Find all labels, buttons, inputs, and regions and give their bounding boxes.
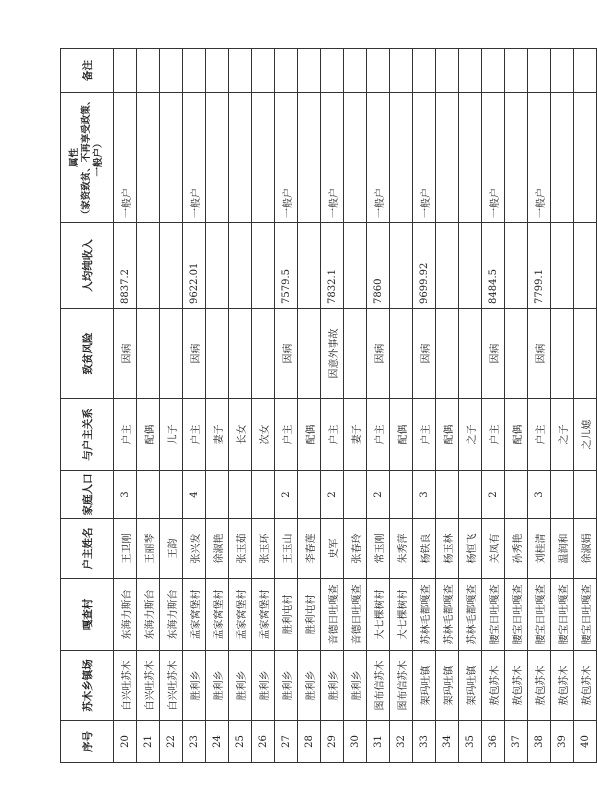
cell-householder: 王丽琴 [137, 519, 160, 579]
cell-householder: 刘桂清 [528, 519, 551, 579]
table-row [160, 49, 183, 763]
cell-attribute: 一般户 [275, 93, 298, 223]
cell-family-size [459, 471, 482, 519]
table-row [505, 49, 528, 763]
table-row [298, 49, 321, 763]
col-header-town: 苏木乡镇场 [61, 651, 114, 721]
cell-income [505, 223, 528, 309]
col-header-village: 嘎查村 [61, 579, 114, 651]
cell-income [390, 223, 413, 309]
cell-town: 图布信苏木 [390, 651, 413, 721]
cell-income [206, 223, 229, 309]
cell-income [436, 223, 459, 309]
cell-relation: 妻子 [344, 399, 367, 471]
cell-family-size: 3 [413, 471, 436, 519]
cell-relation: 配偶 [436, 399, 459, 471]
cell-index: 36 [482, 721, 505, 763]
cell-income: 9699.92 [413, 223, 436, 309]
cell-risk [551, 309, 574, 399]
cell-town: 敖包苏木 [528, 651, 551, 721]
cell-relation: 户主 [528, 399, 551, 471]
cell-risk [574, 309, 597, 399]
cell-income: 8837.2 [114, 223, 137, 309]
cell-village: 孟家窝堡村 [229, 579, 252, 651]
cell-village: 腰宝日吐嘎查 [528, 579, 551, 651]
cell-village: 腰宝日吐嘎查 [551, 579, 574, 651]
cell-remark [229, 49, 252, 93]
cell-family-size [160, 471, 183, 519]
cell-village: 孟家窝堡村 [206, 579, 229, 651]
cell-family-size: 3 [114, 471, 137, 519]
cell-village: 大七棵树村 [367, 579, 390, 651]
cell-householder: 李春莲 [298, 519, 321, 579]
cell-index: 32 [390, 721, 413, 763]
table-row [390, 49, 413, 763]
cell-index: 21 [137, 721, 160, 763]
col-header-risk: 致贫风险 [61, 309, 114, 399]
cell-householder: 杨铁良 [413, 519, 436, 579]
cell-risk [436, 309, 459, 399]
table-row [252, 49, 275, 763]
cell-householder: 张春玲 [344, 519, 367, 579]
cell-income [298, 223, 321, 309]
cell-remark [344, 49, 367, 93]
cell-family-size: 2 [275, 471, 298, 519]
cell-town: 胜利乡 [275, 651, 298, 721]
cell-family-size [436, 471, 459, 519]
cell-town: 白兴吐苏木 [160, 651, 183, 721]
cell-remark [206, 49, 229, 93]
cell-index: 31 [367, 721, 390, 763]
cell-remark [114, 49, 137, 93]
table-body [114, 49, 597, 763]
cell-village: 东海力斯台 [160, 579, 183, 651]
cell-attribute [390, 93, 413, 223]
cell-town: 图布信苏木 [367, 651, 390, 721]
cell-town: 架玛吐镇 [413, 651, 436, 721]
cell-income: 7579.5 [275, 223, 298, 309]
cell-householder: 张兴发 [183, 519, 206, 579]
cell-index: 37 [505, 721, 528, 763]
cell-relation: 之子 [459, 399, 482, 471]
cell-income [252, 223, 275, 309]
cell-remark [528, 49, 551, 93]
cell-risk: 因病 [528, 309, 551, 399]
cell-family-size [298, 471, 321, 519]
cell-attribute [344, 93, 367, 223]
cell-householder: 常玉刚 [367, 519, 390, 579]
cell-index: 40 [574, 721, 597, 763]
cell-town: 胜利乡 [229, 651, 252, 721]
cell-village: 孟家窝堡村 [252, 579, 275, 651]
cell-income [229, 223, 252, 309]
cell-index: 26 [252, 721, 275, 763]
cell-index: 22 [160, 721, 183, 763]
cell-town: 胜利乡 [252, 651, 275, 721]
cell-village: 孟家窝堡村 [183, 579, 206, 651]
cell-family-size [137, 471, 160, 519]
cell-town: 胜利乡 [183, 651, 206, 721]
cell-village: 胜利屯村 [298, 579, 321, 651]
table-row [344, 49, 367, 763]
cell-relation: 之子 [551, 399, 574, 471]
cell-town: 敖包苏木 [482, 651, 505, 721]
cell-remark [183, 49, 206, 93]
cell-attribute [551, 93, 574, 223]
cell-attribute: 一般户 [413, 93, 436, 223]
cell-income [160, 223, 183, 309]
table-row [413, 49, 436, 763]
cell-village: 大七棵树村 [390, 579, 413, 651]
table-row [436, 49, 459, 763]
cell-attribute: 一般户 [114, 93, 137, 223]
cell-income: 7860 [367, 223, 390, 309]
cell-town: 胜利乡 [321, 651, 344, 721]
cell-family-size [574, 471, 597, 519]
cell-householder: 王卫刚 [114, 519, 137, 579]
table-row [137, 49, 160, 763]
cell-attribute: 一般户 [367, 93, 390, 223]
cell-relation: 儿子 [160, 399, 183, 471]
table-row [551, 49, 574, 763]
cell-risk [137, 309, 160, 399]
cell-index: 34 [436, 721, 459, 763]
cell-family-size [505, 471, 528, 519]
cell-attribute: 一般户 [321, 93, 344, 223]
cell-attribute: 一般户 [482, 93, 505, 223]
cell-relation: 户主 [321, 399, 344, 471]
cell-remark [252, 49, 275, 93]
cell-index: 29 [321, 721, 344, 763]
cell-risk [229, 309, 252, 399]
cell-householder: 徐淑艳 [206, 519, 229, 579]
table-row [206, 49, 229, 763]
cell-index: 39 [551, 721, 574, 763]
cell-risk: 因病 [367, 309, 390, 399]
cell-relation: 次女 [252, 399, 275, 471]
cell-village: 苏林毛都嘎查 [436, 579, 459, 651]
cell-income [459, 223, 482, 309]
cell-relation: 长女 [229, 399, 252, 471]
cell-index: 20 [114, 721, 137, 763]
cell-attribute: 一般户 [183, 93, 206, 223]
cell-relation: 户主 [275, 399, 298, 471]
cell-village: 胜利屯村 [275, 579, 298, 651]
table-row [183, 49, 206, 763]
cell-town: 敖包苏木 [551, 651, 574, 721]
cell-town: 胜利乡 [298, 651, 321, 721]
cell-family-size [229, 471, 252, 519]
table-row [367, 49, 390, 763]
table-row [482, 49, 505, 763]
cell-index: 27 [275, 721, 298, 763]
cell-index: 38 [528, 721, 551, 763]
cell-village: 音德日吐嘎查 [321, 579, 344, 651]
cell-attribute [298, 93, 321, 223]
cell-attribute [436, 93, 459, 223]
cell-remark [390, 49, 413, 93]
cell-risk [298, 309, 321, 399]
cell-attribute: 一般户 [528, 93, 551, 223]
cell-family-size [344, 471, 367, 519]
cell-income: 9622.01 [183, 223, 206, 309]
cell-index: 30 [344, 721, 367, 763]
cell-index: 25 [229, 721, 252, 763]
table-row [321, 49, 344, 763]
cell-remark [413, 49, 436, 93]
poverty-household-table [60, 48, 597, 763]
cell-remark [436, 49, 459, 93]
table-row [275, 49, 298, 763]
cell-remark [367, 49, 390, 93]
cell-relation: 户主 [114, 399, 137, 471]
cell-town: 胜利乡 [206, 651, 229, 721]
cell-relation: 户主 [482, 399, 505, 471]
cell-index: 35 [459, 721, 482, 763]
header-row [61, 49, 114, 763]
cell-income [344, 223, 367, 309]
cell-index: 23 [183, 721, 206, 763]
cell-householder: 王韵 [160, 519, 183, 579]
cell-town: 架玛吐镇 [459, 651, 482, 721]
cell-village: 音德日吐嘎查 [344, 579, 367, 651]
cell-householder: 张玉环 [252, 519, 275, 579]
cell-town: 白兴吐苏木 [114, 651, 137, 721]
cell-householder: 温润和 [551, 519, 574, 579]
cell-village: 东海力斯台 [114, 579, 137, 651]
cell-householder: 杨恒飞 [459, 519, 482, 579]
cell-attribute [206, 93, 229, 223]
cell-risk [206, 309, 229, 399]
col-header-householder: 户主姓名 [61, 519, 114, 579]
table-row [229, 49, 252, 763]
cell-remark [574, 49, 597, 93]
cell-family-size: 4 [183, 471, 206, 519]
table-row [114, 49, 137, 763]
cell-family-size: 2 [367, 471, 390, 519]
cell-remark [482, 49, 505, 93]
cell-income: 7799.1 [528, 223, 551, 309]
cell-attribute [160, 93, 183, 223]
cell-family-size [551, 471, 574, 519]
cell-risk: 因病 [114, 309, 137, 399]
cell-attribute [505, 93, 528, 223]
cell-remark [459, 49, 482, 93]
col-header-index: 序号 [61, 721, 114, 763]
cell-householder: 徐淑娟 [574, 519, 597, 579]
cell-index: 33 [413, 721, 436, 763]
cell-remark [160, 49, 183, 93]
col-header-family-size: 家庭人口 [61, 471, 114, 519]
cell-attribute [252, 93, 275, 223]
cell-index: 24 [206, 721, 229, 763]
cell-householder: 杨玉林 [436, 519, 459, 579]
cell-income [574, 223, 597, 309]
cell-remark [321, 49, 344, 93]
cell-attribute [459, 93, 482, 223]
col-header-attribute: 属性 （家资致贫、不再享受政策、一般户） [61, 93, 114, 223]
cell-householder: 朱秀萍 [390, 519, 413, 579]
col-header-remark: 备注 [61, 49, 114, 93]
cell-risk [160, 309, 183, 399]
cell-village: 腰宝日吐嘎查 [482, 579, 505, 651]
cell-income: 7832.1 [321, 223, 344, 309]
cell-town: 白兴吐苏木 [137, 651, 160, 721]
cell-householder: 孙秀艳 [505, 519, 528, 579]
cell-village: 腰宝日吐嘎查 [574, 579, 597, 651]
table-row [574, 49, 597, 763]
cell-relation: 妻子 [206, 399, 229, 471]
cell-risk [459, 309, 482, 399]
cell-town: 敖包苏木 [574, 651, 597, 721]
cell-risk [505, 309, 528, 399]
cell-family-size: 3 [528, 471, 551, 519]
cell-householder: 关凤有 [482, 519, 505, 579]
cell-village: 东海力斯台 [137, 579, 160, 651]
cell-town: 敖包苏木 [505, 651, 528, 721]
cell-remark [505, 49, 528, 93]
cell-relation: 户主 [183, 399, 206, 471]
table-row [528, 49, 551, 763]
cell-attribute [137, 93, 160, 223]
cell-remark [275, 49, 298, 93]
cell-risk: 因病 [183, 309, 206, 399]
table-row [459, 49, 482, 763]
col-header-income: 人均纯收入 [61, 223, 114, 309]
cell-risk [390, 309, 413, 399]
cell-town: 胜利乡 [344, 651, 367, 721]
cell-risk: 因病 [275, 309, 298, 399]
cell-family-size [206, 471, 229, 519]
cell-remark [137, 49, 160, 93]
cell-risk [252, 309, 275, 399]
cell-relation: 配偶 [298, 399, 321, 471]
cell-family-size: 2 [482, 471, 505, 519]
cell-relation: 配偶 [390, 399, 413, 471]
cell-remark [298, 49, 321, 93]
col-header-relation: 与户主关系 [61, 399, 114, 471]
cell-risk: 因病 [482, 309, 505, 399]
cell-risk: 因病 [413, 309, 436, 399]
cell-relation: 之儿媳 [574, 399, 597, 471]
cell-attribute [229, 93, 252, 223]
cell-risk [344, 309, 367, 399]
cell-family-size [252, 471, 275, 519]
cell-attribute [574, 93, 597, 223]
cell-town: 架玛吐镇 [436, 651, 459, 721]
cell-income: 8484.5 [482, 223, 505, 309]
cell-remark [551, 49, 574, 93]
cell-householder: 张玉茹 [229, 519, 252, 579]
cell-relation: 户主 [367, 399, 390, 471]
cell-family-size [390, 471, 413, 519]
cell-village: 苏林毛都嘎查 [459, 579, 482, 651]
cell-village: 苏林毛都嘎查 [413, 579, 436, 651]
cell-index: 28 [298, 721, 321, 763]
cell-income [137, 223, 160, 309]
cell-family-size: 2 [321, 471, 344, 519]
cell-householder: 史军 [321, 519, 344, 579]
cell-householder: 王玉山 [275, 519, 298, 579]
cell-risk: 因意外事故 [321, 309, 344, 399]
cell-relation: 户主 [413, 399, 436, 471]
cell-income [551, 223, 574, 309]
cell-relation: 配偶 [505, 399, 528, 471]
cell-relation: 配偶 [137, 399, 160, 471]
cell-village: 腰宝日吐嘎查 [505, 579, 528, 651]
